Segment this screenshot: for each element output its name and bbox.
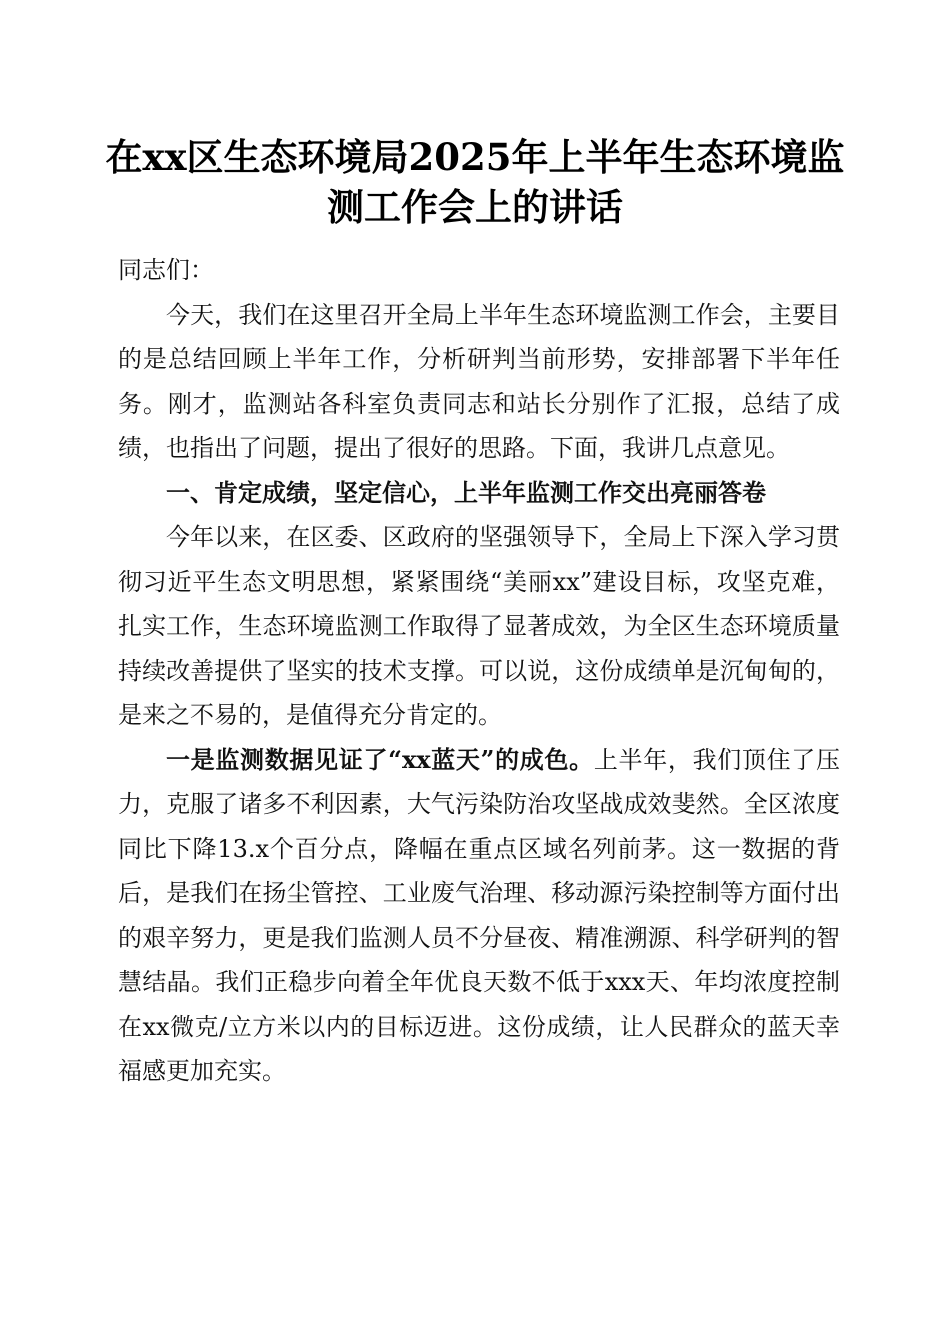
- section-heading-1: 一、肯定成绩，坚定信心，上半年监测工作交出亮丽答卷: [166, 478, 766, 507]
- document-body: [118, 248, 840, 1094]
- salutation: 同志们：: [118, 256, 214, 284]
- paragraph-blue-sky: [118, 738, 840, 1094]
- paragraph-intro: 今天，我们在这里召开全局上半年生态环境监测工作会，主要目的是总结回顾上半年工作，分析研判当前形势，安排部署下半年任务。刚才，监测站各科室负责同志和站长分别作了汇报，总结了成绩，也指出了问题，提出了很好的思路。下面，我讲几点意见。: [118, 300, 840, 462]
- paragraph-achievements: 今年以来，在区委、区政府的坚强领导下，全局上下深入学习贯彻习近平生态文明思想，紧紧围绕“美丽xx”建设目标，攻坚克难，扎实工作，生态环境监测工作取得了显著成效，为全区生态环境质量持续改善提供了坚实的技术支撑。可以说，这份成绩单是沉甸甸的，是来之不易的，是值得充分肯定的。: [118, 523, 840, 729]
- paragraph-lead-sentence: 一是监测数据见证了“xx蓝天”的成色。: [166, 744, 594, 774]
- paragraph-body-text: 上半年，我们顶住了压力，克服了诸多不利因素，大气污染防治攻坚战成效斐然。全区浓度同比下降13.x个百分点，降幅在重点区域名列前茅。这一数据的背后，是我们在扬尘管控、工业废气治理、移动源污染控制等方面付出的艰辛努力，更是我们监测人员不分昼夜、精准溯源、科学研判的智慧结晶。我们正稳步向着全年优良天数不低于xxx天、年均浓度控制在xx微克/立方米以内的目标迈进。这份成绩，让人民群众的蓝天幸福感更加充实。: [118, 745, 840, 1085]
- document-title: 在xx区生态环境局2025年上半年生态环境监测工作会上的讲话: [105, 135, 845, 229]
